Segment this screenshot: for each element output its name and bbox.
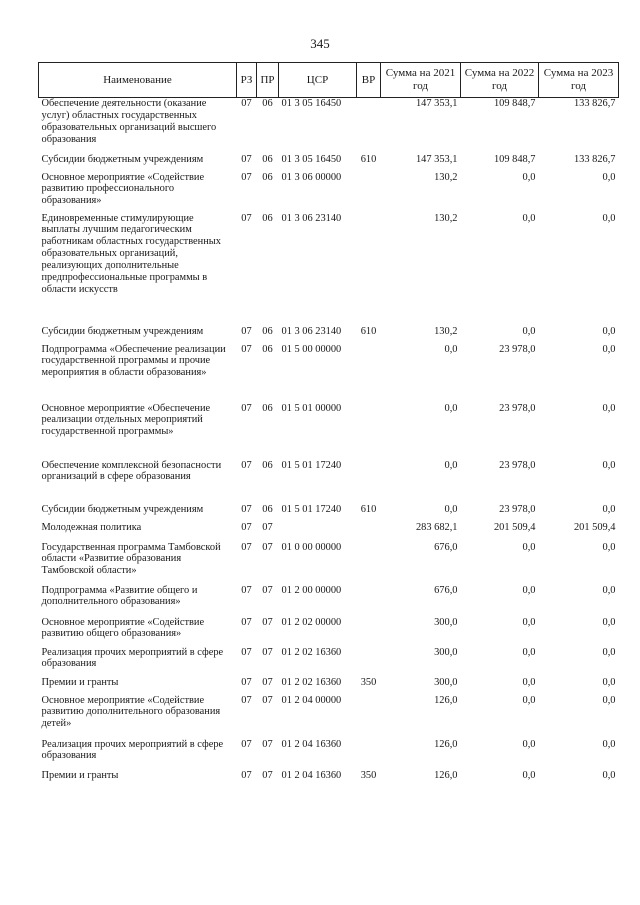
- cell-csr: 01 2 02 16360: [281, 646, 342, 658]
- cell-rz: 07: [241, 616, 252, 628]
- cell-sum-2023: 0,0: [602, 676, 616, 688]
- header-vr: ВР: [357, 63, 381, 98]
- cell-sum-2021: 300,0: [434, 646, 458, 658]
- cell-sum-2021: 0,0: [444, 503, 458, 515]
- cell-rz: 07: [241, 459, 252, 471]
- cell-sum-2022: 109 848,7: [493, 98, 536, 109]
- cell-rz: 07: [241, 694, 252, 706]
- cell-sum-2021: 130,2: [434, 325, 458, 337]
- cell-csr: [279, 522, 357, 542]
- cell-name: Субсидии бюджетным учреждениям: [41, 153, 204, 165]
- cell-csr: 01 2 02 00000: [281, 616, 342, 628]
- header-rz: РЗ: [237, 63, 257, 98]
- cell-sum-2022: 0,0: [522, 325, 536, 337]
- cell-sum-2022: 0,0: [522, 694, 536, 706]
- header-csr: ЦСР: [279, 63, 357, 98]
- cell-name: Субсидии бюджетным учреждениям: [41, 325, 204, 337]
- cell-pr: 06: [262, 98, 273, 109]
- cell-sum-2023: 201 509,4: [573, 521, 616, 533]
- header-name: Наименование: [39, 63, 237, 98]
- cell-sum-2022: 0,0: [522, 738, 536, 750]
- cell-rz: 07: [241, 343, 252, 355]
- cell-sum-2022: 23 978,0: [499, 503, 536, 515]
- cell-vr: [357, 522, 381, 542]
- cell-sum-2023: 0,0: [602, 738, 616, 750]
- cell-rz: 07: [241, 521, 252, 533]
- cell-sum-2023: 0,0: [602, 584, 616, 596]
- cell-pr: 06: [262, 459, 273, 471]
- cell-vr: [357, 585, 381, 617]
- table-row: [39, 504, 619, 522]
- cell-csr: 01 3 06 23140: [281, 325, 342, 337]
- cell-name: Премии и гранты: [41, 676, 119, 688]
- cell-sum-2021: 300,0: [434, 676, 458, 688]
- cell-name: Основное мероприятие «Содействие развитию профессионального образования»: [41, 171, 205, 207]
- cell-csr: 01 5 00 00000: [281, 343, 342, 355]
- cell-name: Обеспечение комплексной безопасности организаций в сфере образования: [41, 459, 222, 483]
- cell-pr: 06: [262, 325, 273, 337]
- table-row: [39, 522, 619, 542]
- cell-sum-2022: 0,0: [522, 212, 536, 224]
- cell-vr: [357, 695, 381, 739]
- cell-rz: 07: [241, 769, 252, 781]
- cell-pr: 06: [262, 402, 273, 414]
- cell-pr: 07: [262, 694, 273, 706]
- cell-rz: 07: [241, 503, 252, 515]
- cell-rz: 07: [241, 646, 252, 658]
- cell-rz: 07: [241, 325, 252, 337]
- cell-sum-2021: 126,0: [434, 694, 458, 706]
- cell-sum-2023: 0,0: [602, 402, 616, 414]
- table-row: [39, 542, 619, 585]
- cell-vr: [357, 460, 381, 504]
- cell-vr: [357, 403, 381, 460]
- cell-vr: 350: [360, 769, 377, 781]
- table-row: [39, 460, 619, 504]
- cell-sum-2021: 126,0: [434, 769, 458, 781]
- cell-name: Молодежная политика: [41, 521, 142, 533]
- cell-name: Единовременные стимулирующие выплаты лучшим педагогическим работникам областных государственных образовательных организаций, реализующих дополнительные предпрофессиональные программы в области искусств: [41, 212, 221, 296]
- cell-vr: [357, 213, 381, 326]
- cell-sum-2022: 23 978,0: [499, 402, 536, 414]
- table-row: [39, 403, 619, 460]
- table-row: [39, 770, 619, 790]
- cell-vr: [357, 542, 381, 585]
- cell-vr: 610: [360, 503, 377, 515]
- cell-name: Подпрограмма «Обеспечение реализации государственной программы и прочие мероприятия в области образования»: [41, 343, 226, 379]
- cell-sum-2023: 0,0: [602, 325, 616, 337]
- cell-pr: 07: [262, 646, 273, 658]
- cell-sum-2023: 133 826,7: [573, 98, 616, 109]
- cell-sum-2021: 0,0: [444, 402, 458, 414]
- cell-vr: [357, 617, 381, 647]
- cell-csr: 01 2 04 00000: [281, 694, 342, 706]
- cell-csr: 01 2 04 16360: [281, 738, 342, 750]
- cell-sum-2022: 201 509,4: [493, 521, 536, 533]
- cell-pr: 07: [262, 521, 273, 533]
- cell-rz: 07: [241, 98, 252, 109]
- cell-csr: 01 2 02 16360: [281, 676, 342, 688]
- cell-name: Основное мероприятие «Содействие развитию дополнительного образования детей»: [41, 694, 221, 730]
- cell-sum-2021: 130,2: [434, 212, 458, 224]
- cell-csr: 01 2 04 16360: [281, 769, 342, 781]
- cell-sum-2023: 0,0: [602, 694, 616, 706]
- cell-rz: 07: [241, 212, 252, 224]
- cell-vr: [357, 98, 381, 154]
- cell-sum-2021: 130,2: [434, 171, 458, 183]
- cell-sum-2022: 0,0: [522, 769, 536, 781]
- cell-csr: 01 0 00 00000: [281, 541, 342, 553]
- cell-csr: 01 3 05 16450: [281, 153, 342, 165]
- cell-pr: 07: [262, 541, 273, 553]
- header-sum-2023: Сумма на 2023 год: [539, 63, 619, 98]
- cell-vr: [357, 172, 381, 213]
- cell-pr: 06: [262, 343, 273, 355]
- table-row: [39, 739, 619, 770]
- cell-pr: 07: [262, 584, 273, 596]
- table-row: [39, 677, 619, 695]
- table-row: [39, 344, 619, 403]
- cell-name: Премии и гранты: [41, 769, 119, 781]
- cell-sum-2023: 0,0: [602, 769, 616, 781]
- table-row: [39, 695, 619, 739]
- cell-pr: 06: [262, 153, 273, 165]
- cell-pr: 06: [262, 212, 273, 224]
- cell-pr: 07: [262, 769, 273, 781]
- cell-csr: 01 3 06 00000: [281, 171, 342, 183]
- page-number: 345: [310, 36, 330, 51]
- cell-rz: 07: [241, 676, 252, 688]
- table-row: [39, 585, 619, 617]
- cell-sum-2023: 0,0: [602, 541, 616, 553]
- table-row: [39, 326, 619, 344]
- cell-vr: [357, 647, 381, 677]
- table-row: [39, 647, 619, 677]
- table-row: [39, 172, 619, 213]
- cell-name: Обеспечение деятельности (оказание услуг) областных государственных образовательных организаций высшего образования: [41, 98, 217, 145]
- cell-name: Субсидии бюджетным учреждениям: [41, 503, 204, 515]
- table-row: [39, 98, 619, 154]
- cell-pr: 06: [262, 171, 273, 183]
- cell-sum-2021: 147 353,1: [415, 98, 458, 109]
- cell-name: Подпрограмма «Развитие общего и дополнительного образования»: [41, 584, 198, 608]
- cell-csr: 01 5 01 17240: [281, 459, 342, 471]
- cell-vr: [357, 344, 381, 403]
- cell-sum-2021: 0,0: [444, 459, 458, 471]
- cell-sum-2023: 0,0: [602, 459, 616, 471]
- cell-csr: 01 5 01 17240: [281, 503, 342, 515]
- cell-csr: 01 3 05 16450: [281, 98, 342, 109]
- cell-sum-2023: 0,0: [602, 171, 616, 183]
- cell-rz: 07: [241, 541, 252, 553]
- cell-sum-2021: 300,0: [434, 616, 458, 628]
- cell-sum-2022: 0,0: [522, 584, 536, 596]
- table-header-row: [39, 63, 619, 98]
- cell-sum-2021: 676,0: [434, 584, 458, 596]
- table-body: [39, 98, 619, 790]
- cell-pr: 07: [262, 616, 273, 628]
- cell-name: Основное мероприятие «Обеспечение реализации отдельных мероприятий государственной программы»: [41, 402, 211, 438]
- cell-sum-2022: 0,0: [522, 171, 536, 183]
- cell-name: Основное мероприятие «Содействие развитию общего образования»: [41, 616, 205, 640]
- budget-table: [38, 62, 619, 790]
- cell-sum-2022: 109 848,7: [493, 153, 536, 165]
- cell-vr: 350: [360, 676, 377, 688]
- header-sum-2021: Сумма на 2021 год: [381, 63, 461, 98]
- cell-sum-2022: 0,0: [522, 541, 536, 553]
- cell-sum-2023: 133 826,7: [573, 153, 616, 165]
- cell-pr: 07: [262, 738, 273, 750]
- cell-sum-2021: 0,0: [444, 343, 458, 355]
- cell-vr: 610: [360, 153, 377, 165]
- cell-csr: 01 3 06 23140: [281, 212, 342, 224]
- cell-csr: 01 2 00 00000: [281, 584, 342, 596]
- cell-sum-2023: 0,0: [602, 343, 616, 355]
- cell-sum-2023: 0,0: [602, 503, 616, 515]
- cell-name: Реализация прочих мероприятий в сфере образования: [41, 646, 224, 670]
- cell-sum-2023: 0,0: [602, 646, 616, 658]
- header-sum-2022: Сумма на 2022 год: [461, 63, 539, 98]
- table-row: [39, 213, 619, 326]
- header-pr: ПР: [257, 63, 279, 98]
- cell-csr: 01 5 01 00000: [281, 402, 342, 414]
- cell-rz: 07: [241, 402, 252, 414]
- cell-rz: 07: [241, 153, 252, 165]
- cell-sum-2022: 0,0: [522, 676, 536, 688]
- cell-pr: 07: [262, 676, 273, 688]
- cell-sum-2021: 283 682,1: [415, 521, 458, 533]
- cell-sum-2022: 0,0: [522, 616, 536, 628]
- cell-sum-2022: 23 978,0: [499, 343, 536, 355]
- cell-rz: 07: [241, 171, 252, 183]
- cell-sum-2022: 0,0: [522, 646, 536, 658]
- cell-vr: 610: [360, 325, 377, 337]
- cell-rz: 07: [241, 584, 252, 596]
- cell-sum-2023: 0,0: [602, 616, 616, 628]
- cell-pr: 06: [262, 503, 273, 515]
- cell-sum-2021: 676,0: [434, 541, 458, 553]
- cell-vr: [357, 739, 381, 770]
- cell-sum-2022: 23 978,0: [499, 459, 536, 471]
- cell-sum-2021: 126,0: [434, 738, 458, 750]
- cell-sum-2023: 0,0: [602, 212, 616, 224]
- table-row: [39, 154, 619, 172]
- cell-rz: 07: [241, 738, 252, 750]
- table-row: [39, 617, 619, 647]
- cell-name: Реализация прочих мероприятий в сфере образования: [41, 738, 224, 762]
- cell-name: Государственная программа Тамбовской области «Развитие образования Тамбовской области»: [41, 541, 221, 577]
- cell-sum-2021: 147 353,1: [415, 153, 458, 165]
